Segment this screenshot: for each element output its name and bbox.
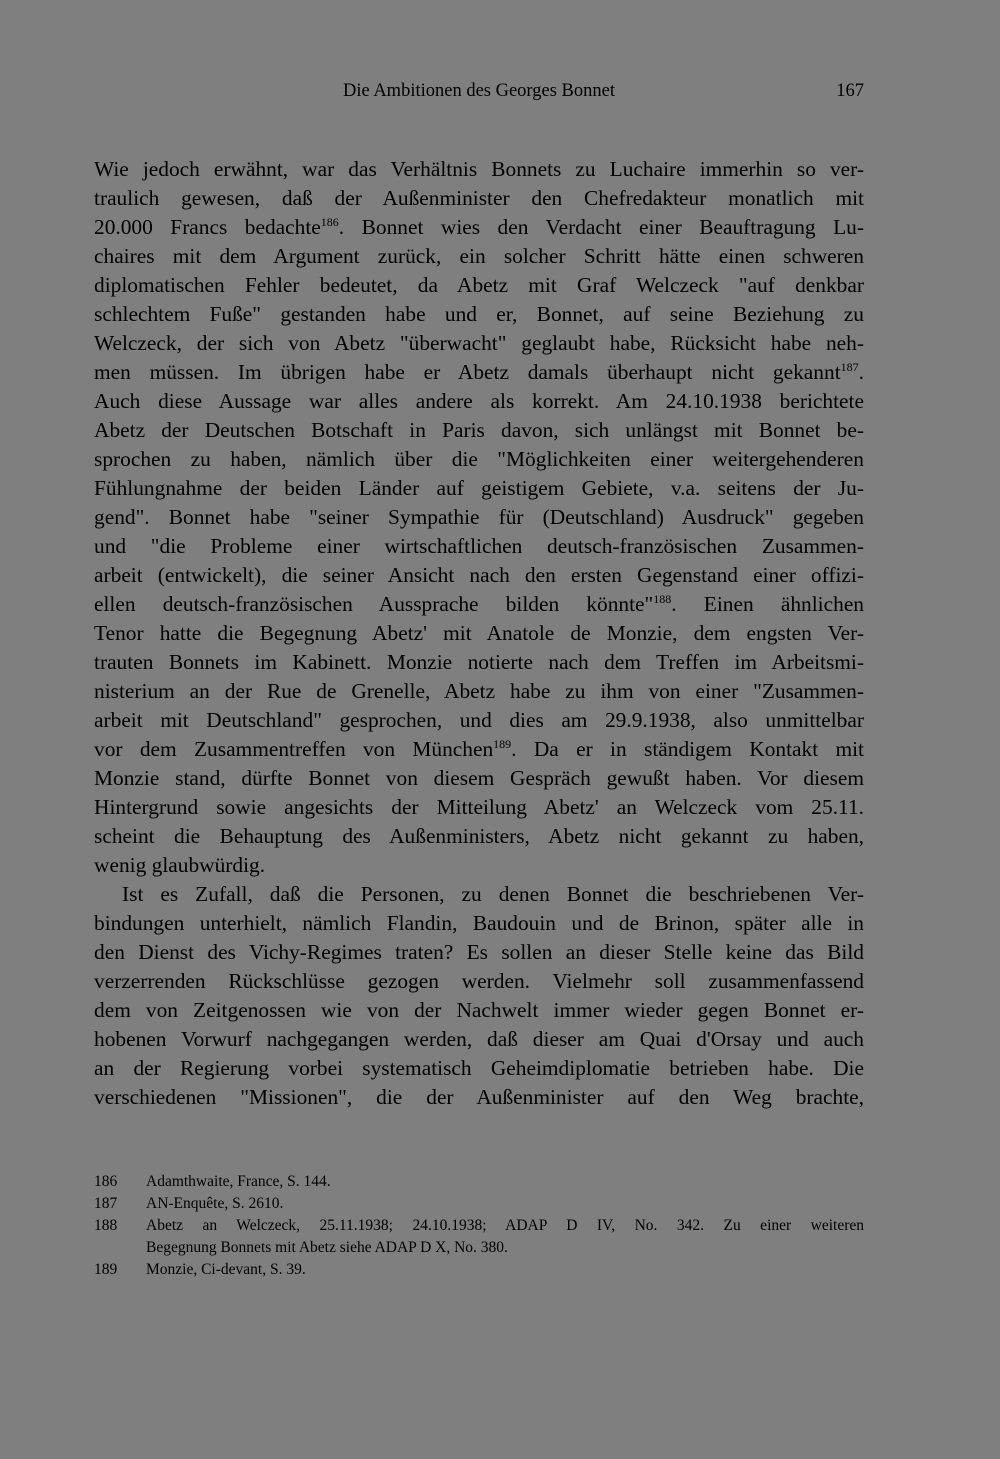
text-line: dem von Zeitgenossen wie von der Nachwelt immer wieder gegen Bonnet er-: [94, 998, 864, 1022]
footnote-number: 186: [94, 1173, 118, 1190]
text-line: traulich gewesen, daß der Außenminister den Chefredakteur monatlich mit: [94, 186, 864, 210]
text-segment: . Bonnet wies den Verdacht einer Beauftragung Lu-: [338, 215, 864, 239]
text-line: [94, 735, 864, 764]
footnote-reference: 189: [493, 737, 512, 751]
text-line: arbeit (entwickelt), die seiner Ansicht nach den ersten Gegenstand einer offizi-: [94, 563, 864, 587]
text-segment: ellen deutsch-französischen Aussprache bilden könnte": [94, 592, 654, 616]
text-line: schlechtem Fuße" gestanden habe und er, Bonnet, auf seine Beziehung zu: [94, 302, 864, 326]
text-line: diplomatischen Fehler bedeutet, da Abetz mit Graf Welczeck "auf denkbar: [94, 273, 864, 297]
footnote-text: AN-Enquête, S. 2610.: [146, 1195, 284, 1212]
text-line: Tenor hatte die Begegnung Abetz' mit Anatole de Monzie, dem engsten Ver-: [94, 621, 864, 645]
text-line: Fühlungnahme der beiden Länder auf geistigem Gebiete, v.a. seitens der Ju-: [94, 476, 864, 500]
text-line: bindungen unterhielt, nämlich Flandin, Baudouin und de Brinon, später alle in: [94, 911, 864, 935]
page-header: [94, 77, 864, 105]
footnote-text-line: Abetz an Welczeck, 25.11.1938; 24.10.1938; ADAP D IV, No. 342. Zu einer weiteren: [146, 1217, 864, 1234]
footnote: [94, 1193, 864, 1215]
text-line: und "die Probleme einer wirtschaftlichen deutsch-französischen Zusammen-: [94, 534, 864, 558]
text-segment: 20.000 Francs bedachte: [94, 215, 321, 239]
footnote-number: 187: [94, 1195, 118, 1212]
text-line: Abetz der Deutschen Botschaft in Paris davon, sich unlängst mit Bonnet be-: [94, 418, 864, 442]
text-line: nisterium an der Rue de Grenelle, Abetz habe zu ihm von einer "Zusammen-: [94, 679, 864, 703]
text-line: scheint die Behauptung des Außenministers, Abetz nicht gekannt zu haben,: [94, 824, 864, 848]
text-line: sprochen zu haben, nämlich über die "Möglichkeiten einer weitergehenderen: [94, 447, 864, 471]
footnote-text: Monzie, Ci-devant, S. 39.: [146, 1261, 306, 1278]
footnote-number: 188: [94, 1217, 118, 1234]
text-line: arbeit mit Deutschland" gesprochen, und dies am 29.9.1938, also unmittelbar: [94, 708, 864, 732]
text-line: Hintergrund sowie angesichts der Mitteilung Abetz' an Welczeck vom 25.11.: [94, 795, 864, 819]
text-segment: vor dem Zusammentreffen von München: [94, 737, 494, 761]
text-segment: .: [858, 360, 864, 384]
footnote-text: [146, 1215, 864, 1259]
text-line: verzerrenden Rückschlüsse gezogen werden. Vielmehr soll zusammenfassend: [94, 969, 864, 993]
footnote-text-line: Begegnung Bonnets mit Abetz siehe ADAP D X, No. 380.: [146, 1239, 508, 1256]
footnote-reference: 187: [840, 360, 859, 374]
text-line: Wie jedoch erwähnt, war das Verhältnis Bonnets zu Luchaire immerhin so ver-: [94, 157, 864, 181]
text-line: verschiedenen "Missionen", die der Außenminister auf den Weg brachte,: [94, 1085, 864, 1109]
text-line: an der Regierung vorbei systematisch Geheimdiplomatie betrieben habe. Die: [94, 1056, 864, 1080]
footnote-reference: 188: [653, 592, 672, 606]
text-segment: . Einen ähnlichen: [671, 592, 865, 616]
text-line: den Dienst des Vichy-Regimes traten? Es sollen an dieser Stelle keine das Bild: [94, 940, 864, 964]
text-line: Auch diese Aussage war alles andere als korrekt. Am 24.10.1938 berichtete: [94, 389, 864, 413]
text-line: gend". Bonnet habe "seiner Sympathie für (Deutschland) Ausdruck" gegeben: [94, 505, 864, 529]
text-line: wenig glaubwürdig.: [94, 853, 266, 877]
text-line: hobenen Vorwurf nachgegangen werden, daß dieser am Quai d'Orsay und auch: [94, 1027, 864, 1051]
footnote-reference: 186: [320, 215, 339, 229]
text-line: Monzie stand, dürfte Bonnet von diesem Gespräch gewußt haben. Vor diesem: [94, 766, 864, 790]
text-line: Ist es Zufall, daß die Personen, zu denen Bonnet die beschriebenen Ver-: [122, 882, 864, 906]
text-line: chaires mit dem Argument zurück, ein solcher Schritt hätte einen schweren: [94, 244, 864, 268]
footnote: [94, 1171, 864, 1193]
body-text: [94, 155, 864, 1112]
text-segment: . Da er in ständigem Kontakt mit: [511, 737, 865, 761]
text-line: [94, 213, 864, 242]
text-line: Welczeck, der sich von Abetz "überwacht" geglaubt habe, Rücksicht habe neh-: [94, 331, 864, 355]
footnote-number: 189: [94, 1261, 118, 1278]
text-line: trauten Bonnets im Kabinett. Monzie notierte nach dem Treffen im Arbeitsmi-: [94, 650, 864, 674]
running-title: Die Ambitionen des Georges Bonnet: [343, 81, 615, 101]
text-segment: men müssen. Im übrigen habe er Abetz damals überhaupt nicht gekannt: [94, 360, 841, 384]
footnote: [94, 1259, 864, 1281]
footnote: [94, 1215, 864, 1259]
text-line: [94, 358, 864, 387]
text-line: [94, 590, 864, 619]
footnotes: [94, 1171, 864, 1281]
page-number: 167: [836, 81, 864, 101]
footnote-text: Adamthwaite, France, S. 144.: [146, 1173, 331, 1190]
